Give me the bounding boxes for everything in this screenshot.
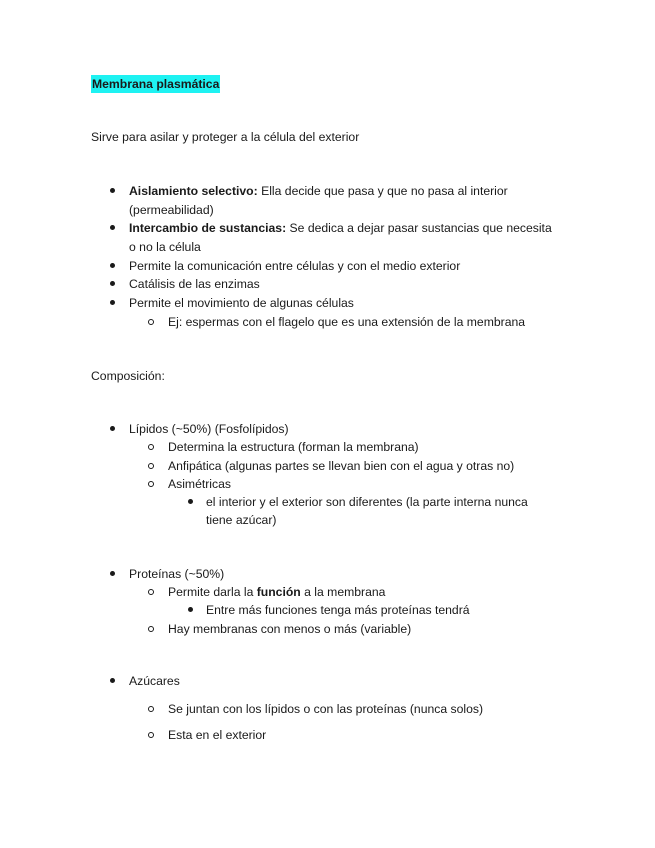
function-term: Aislamiento selectivo: xyxy=(129,184,258,198)
function-term: Intercambio de sustancias: xyxy=(129,221,287,235)
function-item: Aislamiento selectivo: Ella decide que pasa y que no pasa al interior xyxy=(129,184,508,198)
lipids-item: Lípidos (~50%) (Fosfolípidos) xyxy=(129,422,289,436)
bullet-disc xyxy=(110,300,115,305)
function-item-cont: (permeabilidad) xyxy=(129,203,214,217)
bullet-disc xyxy=(110,426,115,431)
sugars-item: Azúcares xyxy=(129,674,180,688)
bullet-disc xyxy=(110,225,115,230)
function-item: Permite el movimiento de algunas células xyxy=(129,296,354,310)
bullet-square xyxy=(188,499,193,504)
bullet-disc xyxy=(110,571,115,576)
proteins-subitem: Hay membranas con menos o más (variable) xyxy=(168,622,412,636)
sugars-subitem: Esta en el exterior xyxy=(168,728,267,742)
proteins-item: Proteínas (~50%) xyxy=(129,567,225,581)
bullet-circle xyxy=(148,463,154,469)
page-title: Membrana plasmática xyxy=(92,77,220,91)
bullet-disc xyxy=(110,678,115,683)
proteins-subsubitem: Entre más funciones tenga más proteínas tendrá xyxy=(206,603,470,617)
bullet-circle xyxy=(148,732,154,738)
bullet-circle xyxy=(148,319,154,325)
emphasis-term: función xyxy=(256,585,301,599)
bullet-circle xyxy=(148,444,154,450)
bullet-circle xyxy=(148,706,154,712)
lipids-subsubitem-cont: tiene azúcar) xyxy=(206,513,277,527)
lipids-subsubitem: el interior y el exterior son diferentes (la parte interna nunca xyxy=(206,495,528,509)
function-item-cont: o no la célula xyxy=(129,240,201,254)
proteins-subitem: Permite darla la función a la membrana xyxy=(168,585,386,599)
function-item: Intercambio de sustancias: Se dedica a dejar pasar sustancias que necesita xyxy=(129,221,552,235)
function-item: Catálisis de las enzimas xyxy=(129,277,260,291)
composition-heading: Composición: xyxy=(91,369,165,383)
bullet-disc xyxy=(110,263,115,268)
lipids-subitem: Anfipática (algunas partes se llevan bien con el agua y otras no) xyxy=(168,459,515,473)
bullet-circle xyxy=(148,481,154,487)
lipids-subitem: Asimétricas xyxy=(168,477,231,491)
bullet-disc xyxy=(110,188,115,193)
bullet-circle xyxy=(148,626,154,632)
sugars-subitem: Se juntan con los lípidos o con las proteínas (nunca solos) xyxy=(168,702,484,716)
bullet-square xyxy=(188,607,193,612)
lipids-subitem: Determina la estructura (forman la membrana) xyxy=(168,440,419,454)
bullet-disc xyxy=(110,281,115,286)
intro-text: Sirve para asilar y proteger a la célula del exterior xyxy=(91,130,360,144)
function-subitem: Ej: espermas con el flagelo que es una extensión de la membrana xyxy=(168,315,526,329)
function-item: Permite la comunicación entre células y con el medio exterior xyxy=(129,259,461,273)
bullet-circle xyxy=(148,589,154,595)
